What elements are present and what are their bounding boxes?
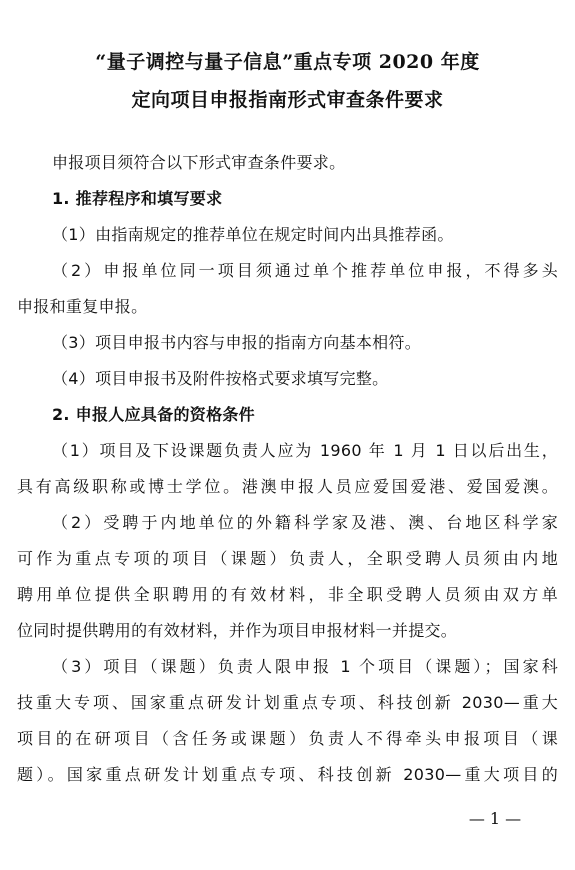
paragraph-line: 位同时提供聘用的有效材料，并作为项目申报材料一并提交。 (17, 621, 458, 640)
paragraph-line: 申报和重复申报。 (17, 297, 148, 316)
paragraph-line: 技重大专项、国家重点研发计划重点专项、科技创新 2030—重大 (17, 693, 558, 712)
section-heading-2: 2. 申报人应具备的资格条件 (52, 405, 255, 424)
document-title-line-2: 定向项目申报指南形式审查条件要求 (131, 89, 444, 111)
paragraph-line: 可作为重点专项的项目（课题）负责人，全职受聘人员须由内地 (17, 549, 558, 568)
paragraph-line: （1）由指南规定的推荐单位在规定时间内出具推荐函。 (52, 225, 454, 244)
page-number: — 1 — (468, 809, 522, 828)
paragraph-line: （3）项目申报书内容与申报的指南方向基本相符。 (52, 333, 422, 352)
paragraph-line: （3）项目（课题）负责人限申报 1 个项目（课题）；国家科 (52, 657, 558, 676)
document-title-line-1: “量子调控与量子信息”重点专项 2020 年度 (95, 51, 480, 73)
paragraph-line: 具有高级职称或博士学位。港澳申报人员应爱国爱港、爱国爱澳。 (17, 477, 558, 496)
paragraph-line: 题）。国家重点研发计划重点专项、科技创新 2030—重大项目的 (17, 765, 558, 784)
paragraph-line: （2）受聘于内地单位的外籍科学家及港、澳、台地区科学家 (52, 513, 558, 532)
paragraph-line: 项目的在研项目（含任务或课题）负责人不得牵头申报项目（课 (17, 729, 558, 748)
paragraph-intro: 申报项目须符合以下形式审查条件要求。 (52, 153, 346, 172)
paragraph-line: 聘用单位提供全职聘用的有效材料，非全职受聘人员须由双方单 (17, 585, 558, 604)
paragraph-line: （4）项目申报书及附件按格式要求填写完整。 (52, 369, 389, 388)
section-heading-1: 1. 推荐程序和填写要求 (52, 189, 223, 208)
paragraph-line: （2）申报单位同一项目须通过单个推荐单位申报，不得多头 (52, 261, 558, 280)
paragraph-line: （1）项目及下设课题负责人应为 1960 年 1 月 1 日以后出生， (52, 441, 558, 460)
